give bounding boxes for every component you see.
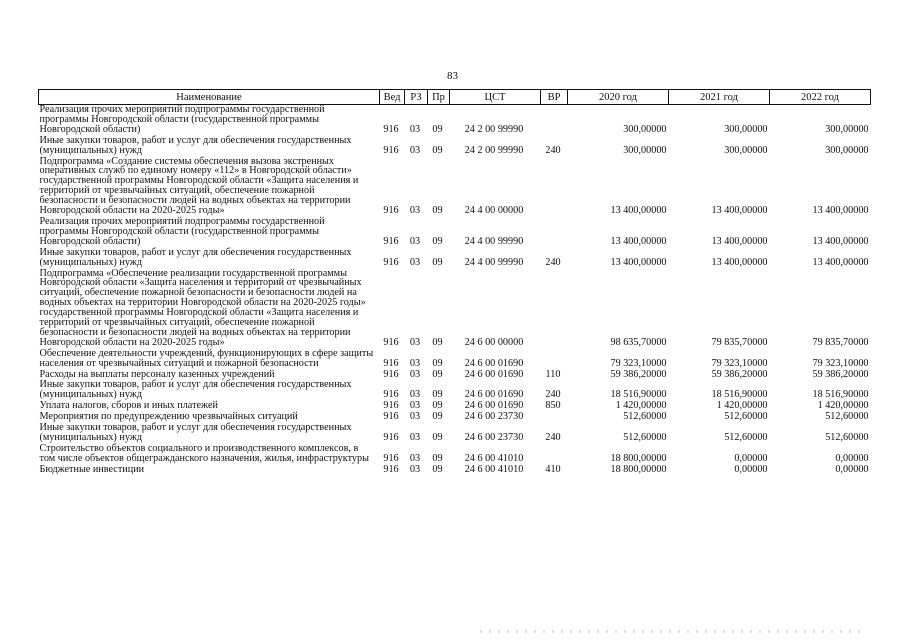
cell-rz: 03 [409,205,421,217]
cell-cst: 24 6 00 41010 [464,463,524,475]
cell-vr: 240 [545,144,561,156]
cell-pr: 09 [432,368,443,380]
cell-rz: 03 [409,368,421,380]
cell-name: Иные закупки товаров, работ и услуг для обеспечения государственных (муниципальных) нужд [39,134,352,156]
cell-ved: 916 [383,336,399,348]
cell-vr [541,156,568,216]
cell-2021: 300,00000 [724,144,768,156]
cell-vr: 850 [545,400,561,412]
cell-rz: 03 [409,389,421,401]
cell-rz: 03 [409,235,421,247]
cell-name: Подпрограмма «Обеспечение реализации государственной программы Новгородской области «Защита населения и территорий от чрезвычайных ситуаций, обеспечение пожарной безопасности и безопасности людей на водных объектах на территории Новгородской области на 2020-2025 годы» государственной программы Новгородской области «Защита населения и территорий от чрезвычайных ситуаций, обеспечение пожарной безопасности и безопасности людей на водных объектах на территории Новгородской области на 2020-2025 годы» [39,267,366,348]
cell-2021: 18 516,90000 [711,389,768,401]
cell-2021: 1 420,00000 [716,400,768,412]
cell-cst: 24 6 00 41010 [464,452,524,464]
cell-2022: 512,60000 [825,432,869,443]
header-2022: 2022 год [770,90,871,105]
cell-cst: 24 6 00 01690 [464,389,524,401]
header-vr: ВР [541,90,568,105]
cell-cst: 24 6 00 23730 [464,432,524,443]
cell-cst: 24 4 00 99990 [464,256,524,268]
table-row [39,422,871,443]
header-cst: ЦСТ [450,90,541,105]
cell-pr: 09 [432,256,443,268]
cell-rz: 03 [409,336,421,348]
table-row [39,135,871,156]
cell-cst: 24 6 00 00000 [464,336,524,348]
table-row [39,369,871,380]
cell-name: Реализация прочих мероприятий подпрограммы государственной программы Новгородской области (государственной программы Новгородской области) [39,215,325,247]
cell-vr: 240 [545,256,561,268]
cell-ved: 916 [383,144,399,156]
cell-2022: 59 386,20000 [812,368,869,380]
cell-pr: 09 [432,400,443,412]
cell-vr [541,443,568,464]
cell-name: Подпрограмма «Создание системы обеспечения вызова экстренных оперативных служб по единому номеру «112» в Новгородской области» государственной программы Новгородской области «Защита населения и территорий от чрезвычайных ситуаций, обеспечение пожарной безопасности и безопасности людей на водных объектах на территории Новгородской области на 2020-2025 годы» [39,155,359,217]
header-ved: Вед [380,90,405,105]
cell-vr: 240 [545,432,561,443]
cell-pr: 09 [432,452,443,464]
scan-artifact [480,630,860,633]
table-row [39,348,871,369]
cell-2022: 1 420,00000 [817,400,869,412]
cell-rz: 03 [409,400,421,412]
cell-ved: 916 [383,256,399,268]
cell-vr: 240 [545,389,561,401]
cell-ved: 916 [383,411,399,423]
header-2020: 2020 год [568,90,669,105]
cell-2022: 512,60000 [825,411,869,423]
cell-cst: 24 2 00 99990 [464,123,524,135]
cell-cst: 24 6 00 23730 [464,411,524,423]
cell-cst: 24 4 00 00000 [464,205,524,217]
cell-pr: 09 [432,205,443,217]
cell-rz: 03 [409,144,421,156]
cell-2022: 79 323,10000 [812,357,869,369]
cell-2021: 0,00000 [734,463,768,475]
cell-cst: 24 6 00 01690 [464,368,524,380]
cell-2021: 512,60000 [724,432,768,443]
table-row [39,464,871,475]
cell-vr [541,348,568,369]
cell-ved: 916 [383,357,399,369]
table-row [39,379,871,400]
cell-2020: 300,00000 [623,144,667,156]
cell-2021: 300,00000 [724,123,768,135]
cell-2022: 13 400,00000 [812,205,869,217]
cell-name: Бюджетные инвестиции [39,463,145,475]
cell-pr: 09 [432,463,443,475]
cell-2021: 13 400,00000 [711,256,768,268]
cell-vr [541,216,568,247]
cell-2021: 59 386,20000 [711,368,768,380]
table-row [39,443,871,464]
table-row [39,400,871,411]
cell-2022: 13 400,00000 [812,235,869,247]
cell-name: Обеспечение деятельности учреждений, функционирующих в сфере защиты населения от чрезвычайных ситуаций и пожарной безопасности [39,347,374,369]
cell-vr [541,411,568,422]
cell-2022: 0,00000 [835,463,869,475]
cell-cst: 24 6 00 01690 [464,357,524,369]
cell-name: Иные закупки товаров, работ и услуг для обеспечения государственных (муниципальных) нужд [39,246,352,268]
cell-2020: 98 635,70000 [610,336,667,348]
cell-ved: 916 [383,463,399,475]
cell-2022: 0,00000 [835,452,869,464]
cell-rz: 03 [409,123,421,135]
cell-2022: 300,00000 [825,144,869,156]
header-2021: 2021 год [669,90,770,105]
cell-cst: 24 2 00 99990 [464,144,524,156]
cell-2020: 13 400,00000 [610,205,667,217]
cell-2021: 0,00000 [734,452,768,464]
cell-pr: 09 [432,336,443,348]
cell-ved: 916 [383,205,399,217]
cell-vr: 410 [545,463,561,475]
table-row [39,156,871,216]
cell-vr [541,268,568,348]
cell-2020: 512,60000 [623,432,667,443]
page-number: 83 [447,70,458,82]
cell-pr: 09 [432,411,443,423]
cell-name: Реализация прочих мероприятий подпрограммы государственной программы Новгородской области (государственной программы Новгородской области) [39,104,325,135]
cell-2020: 13 400,00000 [610,235,667,247]
cell-cst: 24 6 00 01690 [464,400,524,412]
cell-cst: 24 4 00 99990 [464,235,524,247]
cell-name: Расходы на выплаты персоналу казенных учреждений [39,368,275,380]
cell-2020: 18 800,00000 [610,452,667,464]
cell-2022: 79 835,70000 [812,336,869,348]
cell-2021: 13 400,00000 [711,205,768,217]
cell-name: Строительство объектов социального и производственного комплексов, в том числе объектов общегражданского назначения, жилья, инфраструктуры [39,442,369,464]
cell-ved: 916 [383,389,399,401]
cell-2022: 18 516,90000 [812,389,869,401]
cell-ved: 916 [383,400,399,412]
cell-2020: 300,00000 [623,123,667,135]
table-header-row [39,90,871,105]
cell-2020: 18 516,90000 [610,389,667,401]
cell-pr: 09 [432,389,443,401]
cell-vr: 110 [545,368,561,380]
cell-pr: 09 [432,123,443,135]
cell-2022: 13 400,00000 [812,256,869,268]
cell-2020: 59 386,20000 [610,368,667,380]
cell-2020: 13 400,00000 [610,256,667,268]
cell-2021: 79 835,70000 [711,336,768,348]
cell-2022: 300,00000 [825,123,869,135]
header-name: Наименование [39,90,380,105]
cell-2021: 79 323,10000 [711,357,768,369]
cell-rz: 03 [409,452,421,464]
cell-ved: 916 [383,235,399,247]
cell-rz: 03 [409,256,421,268]
cell-ved: 916 [383,123,399,135]
cell-rz: 03 [409,411,421,423]
cell-ved: 916 [383,452,399,464]
cell-2020: 1 420,00000 [615,400,667,412]
budget-table [38,89,871,475]
table-row [39,268,871,348]
table-row [39,247,871,268]
cell-rz: 03 [409,463,421,475]
cell-2020: 79 323,10000 [610,357,667,369]
cell-ved: 916 [383,432,399,443]
cell-ved: 916 [383,368,399,380]
cell-rz: 03 [409,357,421,369]
cell-2020: 18 800,00000 [610,463,667,475]
header-rz: РЗ [405,90,428,105]
cell-name: Иные закупки товаров, работ и услуг для обеспечения государственных (муниципальных) нужд [39,379,352,401]
cell-name: Мероприятия по предупреждению чрезвычайных ситуаций [39,411,298,423]
header-pr: Пр [428,90,450,105]
table-row [39,216,871,247]
table-row [39,105,871,135]
cell-pr: 09 [432,432,443,443]
cell-pr: 09 [432,235,443,247]
cell-pr: 09 [432,144,443,156]
cell-vr [541,105,568,135]
cell-2021: 512,60000 [724,411,768,423]
table-row [39,411,871,422]
cell-name: Уплата налогов, сборов и иных платежей [39,400,218,412]
cell-2021: 13 400,00000 [711,235,768,247]
cell-2020: 512,60000 [623,411,667,423]
cell-pr: 09 [432,357,443,369]
cell-rz: 03 [409,432,421,443]
cell-name: Иные закупки товаров, работ и услуг для обеспечения государственных (муниципальных) нужд [39,422,352,443]
